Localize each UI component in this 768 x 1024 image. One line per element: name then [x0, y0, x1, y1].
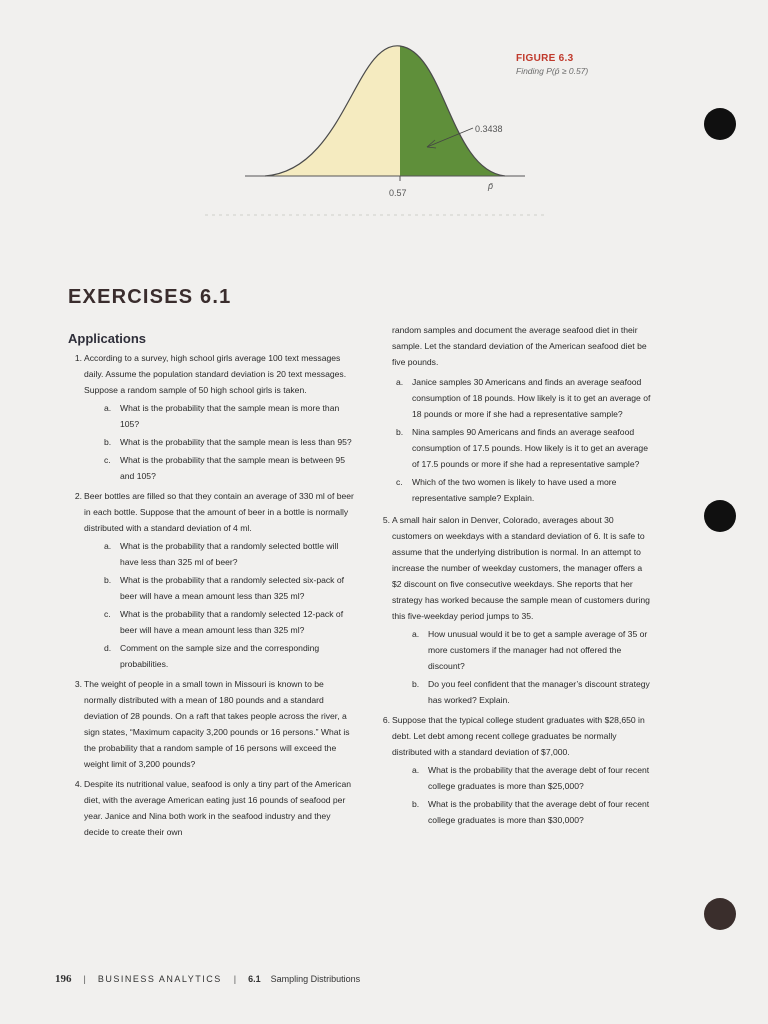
- page-footer: [55, 973, 360, 985]
- binder-hole: [704, 898, 736, 930]
- exercise-5: [376, 512, 652, 708]
- exercise-part: [84, 538, 358, 570]
- part-text: Nina samples 90 Americans and finds an average seafood consumption of 17.5 pounds. How likely is it to get an average of 17.5 pounds or more if she had a representative sample?: [412, 427, 648, 469]
- figure-title: FIGURE 6.3: [516, 53, 574, 64]
- figure-subtitle: Finding P(p̄ ≥ 0.57): [516, 66, 589, 76]
- part-text: What is the probability that the sample mean is less than 95?: [120, 437, 352, 447]
- x-tick-label: 0.57: [389, 188, 407, 198]
- part-letter: a.: [412, 765, 420, 775]
- part-letter: b.: [396, 427, 404, 437]
- section-heading: Applications: [68, 331, 147, 346]
- part-letter: a.: [104, 541, 112, 551]
- part-letter: c.: [396, 477, 403, 487]
- exercise-text: Suppose that the typical college student graduates with $28,650 in debt. Let debt among recent college graduates be normally distributed with a standard deviation of $7,000.: [392, 715, 645, 757]
- book-title: BUSINESS ANALYTICS: [97, 974, 222, 984]
- footer-divider: |: [233, 974, 237, 984]
- page-number: 196: [55, 973, 72, 985]
- exercise-1: [68, 350, 358, 484]
- binder-hole: [704, 500, 736, 532]
- area-label: 0.3438: [475, 124, 503, 134]
- exercise-text: According to a survey, high school girls average 100 text messages daily. Assume the population standard deviation is 20 text messages. Suppose a random sample of 50 high school girls is taken.: [84, 353, 347, 395]
- left-area-fill: [265, 46, 400, 176]
- part-letter: a.: [104, 403, 112, 413]
- part-letter: b.: [104, 575, 112, 585]
- exercise-part: [84, 640, 358, 672]
- exercise-4-continued: random samples and document the average seafood diet in their sample. Let the standard deviation of the American seafood diet be five pounds.: [392, 325, 647, 367]
- exercise-part: [376, 474, 652, 506]
- exercise-text: Despite its nutritional value, seafood is only a tiny part of the American diet, with the average American eating just 16 pounds of seafood per year. Janice and Nina both work in the seafood industry and they decide to create their own: [84, 779, 352, 837]
- exercise-part: [84, 434, 358, 450]
- exercise-6: [376, 712, 652, 828]
- exercise-part: [84, 572, 358, 604]
- exercise-part: [376, 374, 652, 422]
- part-text: Comment on the sample size and the corresponding probabilities.: [120, 643, 320, 669]
- exercise-number: 5.: [382, 515, 390, 525]
- part-text: Janice samples 30 Americans and finds an average seafood consumption of 18 pounds. How likely is it to get an average of 18 pounds or more if she had a representative sample?: [412, 377, 651, 419]
- part-text: What is the probability that the average debt of four recent college graduates is more than $30,000?: [428, 799, 650, 825]
- exercise-part: [84, 400, 358, 432]
- normal-curve-figure: [205, 30, 545, 220]
- exercise-part: [84, 606, 358, 638]
- part-text: Do you feel confident that the manager’s discount strategy has worked? Explain.: [428, 679, 650, 705]
- exercise-number: 3.: [74, 679, 82, 689]
- part-text: How unusual would it be to get a sample average of 35 or more customers if the manager had not offered the discount?: [428, 629, 648, 671]
- exercise-number: 6.: [382, 715, 390, 725]
- left-column: [68, 330, 358, 844]
- part-letter: d.: [104, 643, 112, 653]
- exercises-title: EXERCISES 6.1: [68, 286, 232, 308]
- part-letter: a.: [412, 629, 420, 639]
- exercise-part: [84, 452, 358, 484]
- part-letter: c.: [104, 455, 111, 465]
- section-title: Sampling Distributions: [270, 974, 361, 984]
- right-column: [376, 322, 652, 832]
- exercise-3: [68, 676, 358, 772]
- exercise-part: [392, 796, 652, 828]
- part-text: What is the probability that the average debt of four recent college graduates is more than $25,000?: [428, 765, 650, 791]
- part-text: What is the probability that the sample mean is more than 105?: [120, 403, 340, 429]
- footer-divider: |: [83, 974, 86, 984]
- part-letter: c.: [104, 609, 111, 619]
- part-letter: b.: [104, 437, 112, 447]
- exercise-text: The weight of people in a small town in Missouri is known to be normally distributed with a mean of 180 pounds and a standard deviation of 28 pounds. On a raft that takes people across the river, a sign states, “Maximum capacity 3,200 pounds or 16 persons.” What is the probability that a random sample of 16 persons will exceed the weight limit of 3,200 pounds?: [84, 679, 350, 769]
- exercise-text: Beer bottles are filled so that they contain an average of 330 ml of beer in each bottle. Suppose that the amount of beer in a bottle is normally distributed with a standard deviation of 4 ml.: [84, 491, 354, 533]
- exercise-number: 4.: [74, 779, 82, 789]
- part-text: What is the probability that a randomly selected 12-pack of beer will have a mean amount less than 325 ml?: [120, 609, 344, 635]
- exercise-4: [68, 776, 358, 840]
- exercise-part: [376, 424, 652, 472]
- exercise-2: [68, 488, 358, 672]
- figure-caption: [516, 52, 588, 78]
- exercise-part: [392, 676, 652, 708]
- part-letter: b.: [412, 799, 420, 809]
- section-number: 6.1: [248, 974, 261, 984]
- exercise-part: [392, 626, 652, 674]
- part-text: What is the probability that the sample mean is between 95 and 105?: [120, 455, 345, 481]
- exercise-text: A small hair salon in Denver, Colorado, averages about 30 customers on weekdays with a standard deviation of 6. It is safe to assume that the underlying distribution is normal. In an attempt to increase the number of weekday customers, the manager offers a $2 discount on five consecutive weekdays. She reports that her strategy has worked because the sample mean of customers during this five-weekday period jumps to 35.: [392, 515, 650, 621]
- exercise-number: 1.: [74, 353, 82, 363]
- part-text: What is the probability that a randomly selected bottle will have less than 325 ml of beer?: [120, 541, 339, 567]
- part-letter: a.: [396, 377, 404, 387]
- binder-hole: [704, 108, 736, 140]
- right-area-fill: [400, 46, 505, 176]
- part-text: Which of the two women is likely to have used a more representative sample? Explain.: [412, 477, 617, 503]
- x-axis-symbol: p̄: [488, 181, 494, 191]
- part-letter: b.: [412, 679, 420, 689]
- exercise-part: [392, 762, 652, 794]
- exercise-number: 2.: [74, 491, 82, 501]
- part-text: What is the probability that a randomly selected six-pack of beer will have a mean amount less than 325 ml?: [120, 575, 345, 601]
